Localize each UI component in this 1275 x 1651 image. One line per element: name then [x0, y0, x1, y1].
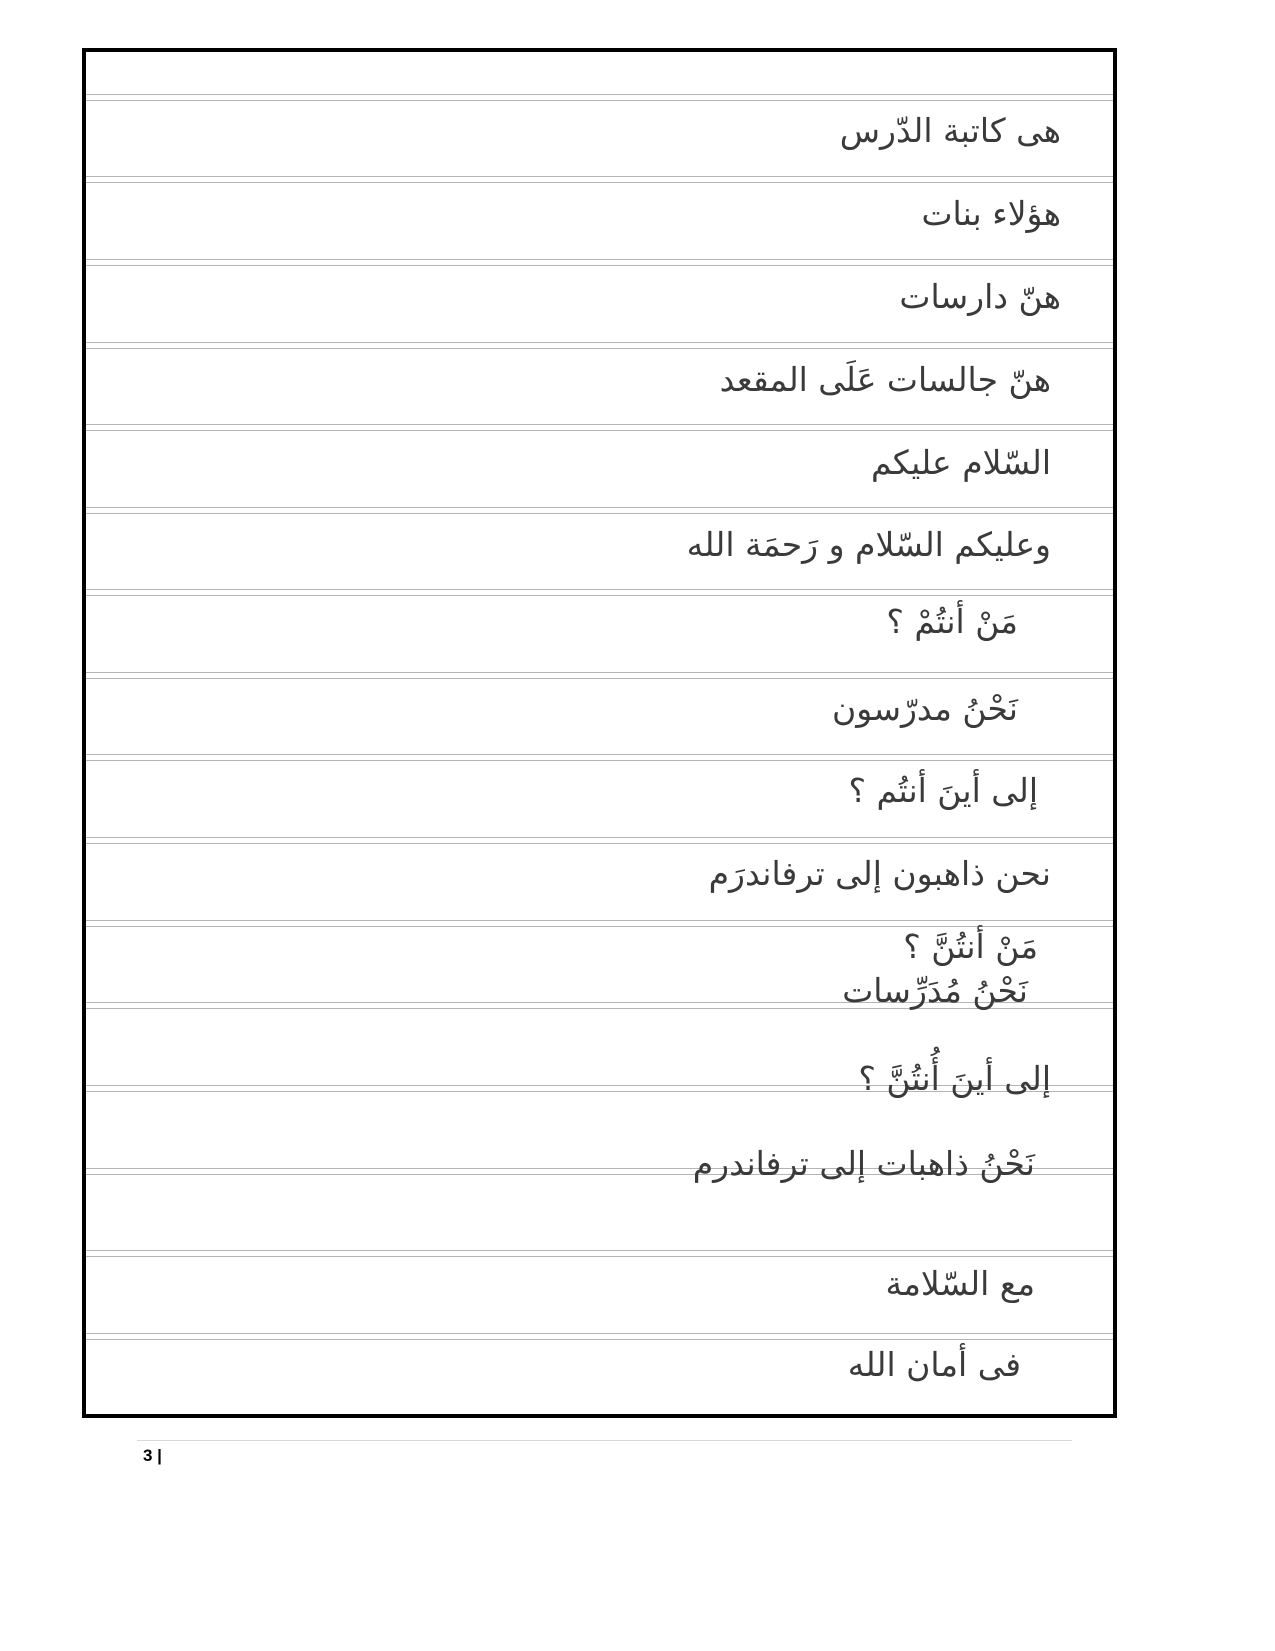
ruled-line — [86, 507, 1113, 508]
ruled-line — [86, 348, 1113, 349]
handwritten-line: نحن ذاهبون إلى ترفاندرَم — [708, 854, 1051, 893]
ruled-line — [86, 837, 1113, 838]
ruled-line — [86, 94, 1113, 95]
handwritten-line: مَنْ أنتُنَّ ؟ — [903, 927, 1038, 966]
ruled-line — [86, 424, 1113, 425]
ruled-line — [86, 589, 1113, 590]
handwritten-line: هنّ جالسات عَلَى المقعد — [719, 360, 1051, 399]
handwritten-line: نَحْنُ مدرّسون — [832, 689, 1018, 728]
page-number: 3 | — [143, 1446, 162, 1465]
handwritten-line: السّلام عليكم — [870, 443, 1051, 482]
margin-line — [1114, 80, 1116, 1414]
ruled-line — [86, 513, 1113, 514]
footer-divider — [137, 1440, 1072, 1441]
ruled-line — [86, 595, 1113, 596]
ruled-line — [86, 1333, 1113, 1334]
ruled-line — [86, 182, 1113, 183]
ruled-line — [86, 100, 1113, 101]
ruled-line — [86, 920, 1113, 921]
notebook-page — [82, 48, 1117, 1418]
ruled-line — [86, 843, 1113, 844]
handwritten-line: نَحْنُ مُدَرِّسات — [842, 971, 1028, 1010]
handwritten-line: مَنْ أنتُمْ ؟ — [886, 602, 1018, 641]
ruled-line — [86, 430, 1113, 431]
ruled-line — [86, 265, 1113, 266]
ruled-line — [86, 1256, 1113, 1257]
handwritten-line: هؤلاء بنات — [921, 194, 1061, 233]
handwritten-line: فى أمان الله — [847, 1345, 1021, 1384]
handwritten-line: نَحْنُ ذاهبات إلى ترفاندرم — [692, 1144, 1035, 1183]
ruled-line — [86, 672, 1113, 673]
handwritten-line: إلى أينَ أنتُم ؟ — [848, 771, 1038, 810]
ruled-line — [86, 760, 1113, 761]
ruled-line — [86, 754, 1113, 755]
ruled-line — [86, 1415, 1113, 1416]
ruled-line — [86, 1339, 1113, 1340]
handwritten-line: هنّ دارسات — [899, 277, 1061, 316]
handwritten-line: مع السّلامة — [885, 1264, 1035, 1303]
handwritten-line: وعليكم السّلام و رَحمَة الله — [686, 525, 1051, 564]
ruled-line — [86, 176, 1113, 177]
ruled-line — [86, 259, 1113, 260]
ruled-line — [86, 1250, 1113, 1251]
ruled-line — [86, 678, 1113, 679]
ruled-line — [86, 342, 1113, 343]
handwritten-line: إلى أينَ أُنتُنَّ ؟ — [858, 1059, 1051, 1098]
handwritten-line: هى كاتبة الدّرس — [839, 111, 1061, 150]
